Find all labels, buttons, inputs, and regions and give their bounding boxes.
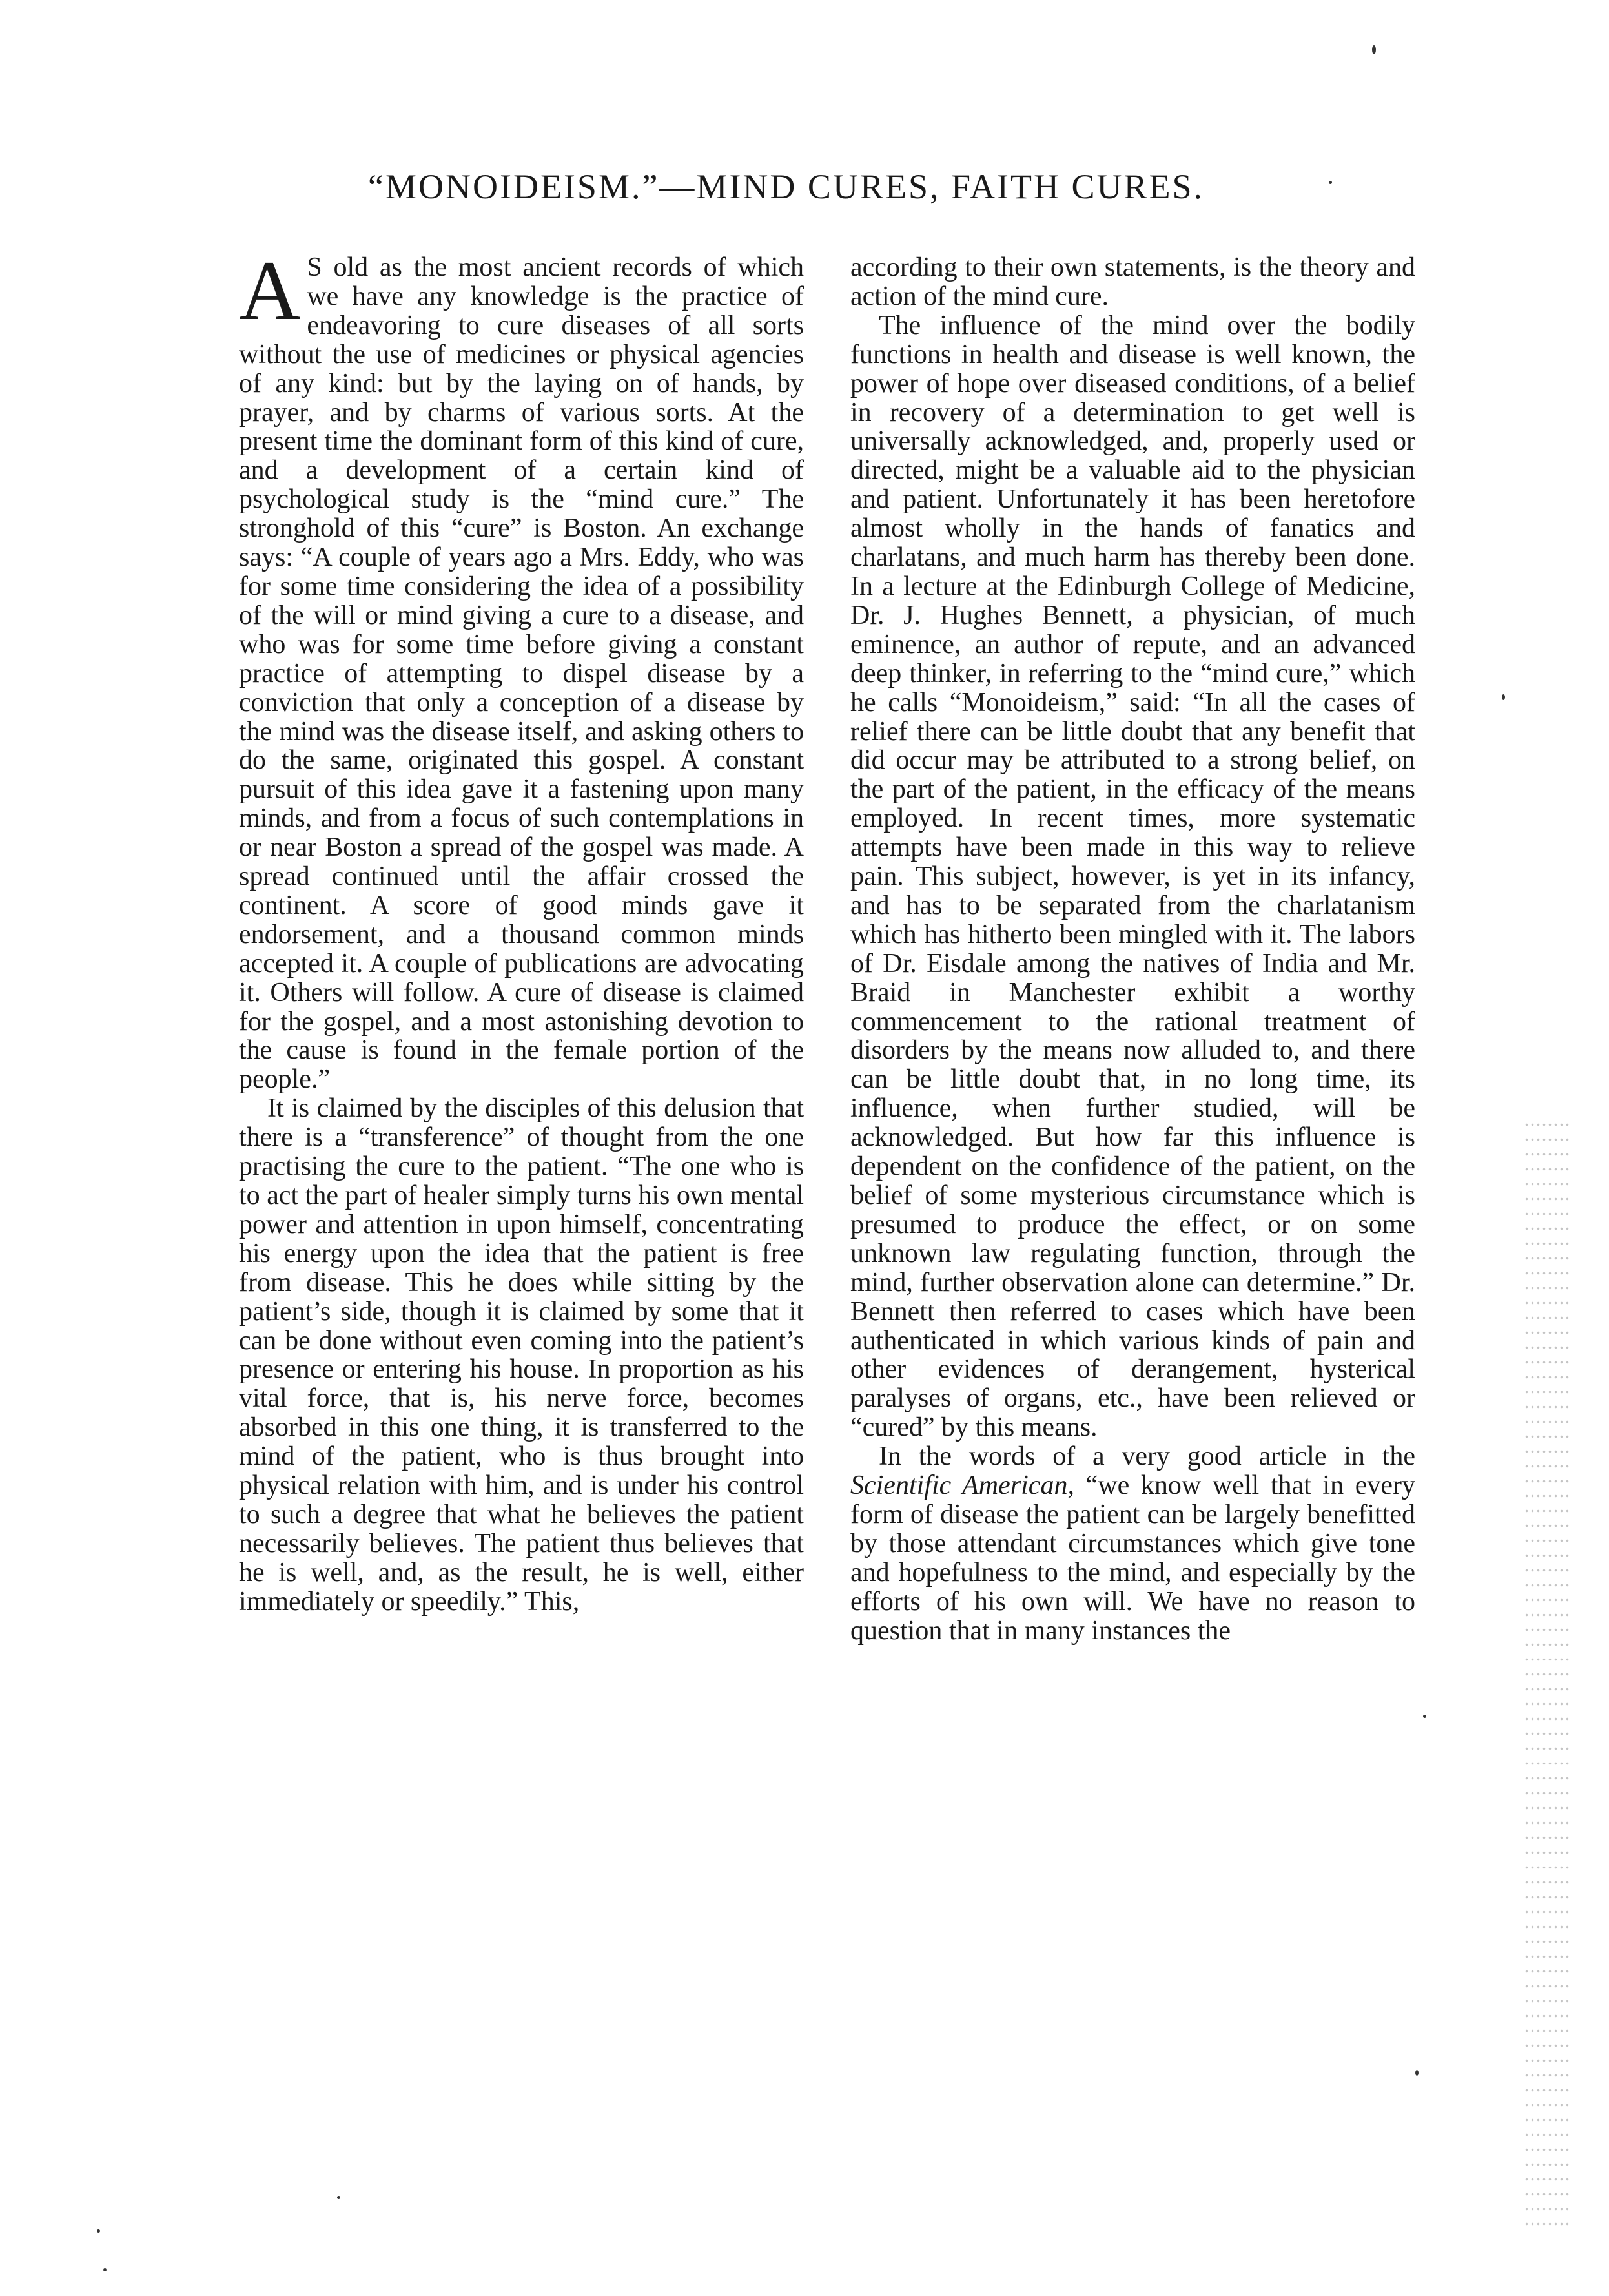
right-column <box>850 253 1415 1646</box>
scan-speck <box>1415 2070 1419 2076</box>
scan-speck <box>1423 1715 1426 1718</box>
publication-name: Scientific American, <box>850 1471 1074 1501</box>
paragraph-text: “we know well that in every form of disease the patient can be largely benefitted by those attendant circumstances which give tone and hopefulness to the mind, and especially by the efforts of his own will. We have no reason to question that in many instances the <box>850 1471 1415 1646</box>
scan-speck <box>103 2268 107 2271</box>
scan-speck <box>1372 45 1376 54</box>
drop-cap: A <box>239 243 301 338</box>
left-column <box>239 243 804 1617</box>
scan-speck <box>337 2196 340 2199</box>
article-title: “MONOIDEISM.”—MIND CURES, FAITH CURES. <box>368 167 1205 206</box>
scan-speck <box>97 2229 100 2233</box>
paragraph: according to their own statements, is the theory and action of the mind cure. <box>850 253 1415 311</box>
scan-speck <box>1329 181 1332 184</box>
scan-speck <box>1502 694 1505 700</box>
paragraph <box>239 243 804 1095</box>
paragraph <box>850 1442 1415 1645</box>
paragraph: The influence of the mind over the bodily functions in health and disease is well known, the power of hope over diseased conditions, of a belief in recovery of a determination to get well is universally acknowledged, and, properly used or directed, might be a valuable aid to the physician and patient. Unfortunately it has been heretofore almost wholly in the hands of fanatics and charlatans, and much harm has thereby been done. In a lecture at the Edinburgh College of Medicine, Dr. J. Hughes Bennett, a physician, of much eminence, an author of repute, and an advanced deep thinker, in referring to the “mind cure,” which he calls “Monoideism,” said: “In all the cases of relief there can be little doubt that any benefit that did occur may be attributed to a strong belief, on the part of the patient, in the efficacy of the means employed. In recent times, more systematic attempts have been made in this way to relieve pain. This subject, however, is yet in its infancy, and has to be separated from the charlatanism which has hitherto been mingled with it. The labors of Dr. Eisdale among the natives of India and Mr. Braid in Manchester exhibit a worthy commencement to the rational treatment of disorders by the means now alluded to, and there can be little doubt that, in no long time, its influence, when further studied, will be acknowledged. But how far this influence is dependent on the confidence of the patient, on the belief of some mysterious circumstance which is presumed to produce the effect, or on some unknown law regulating function, through the mind, further observation alone can determine.” Dr. Bennett then referred to cases which have been authenticated in which various kinds of pain and other evidences of derangement, hysterical paralyses of organs, etc., have been relieved or “cured” by this means. <box>850 310 1415 1443</box>
paragraph-text: In the words of a very good article in the <box>879 1442 1415 1472</box>
paragraph: It is claimed by the disciples of this delusion that there is a “transference” of thought from the one practising the cure to the patient. “The one who is to act the part of healer simply turns his own mental power and attention in upon himself, concentrating his energy upon the idea that the patient is free from disease. This he does while sitting by the patient’s side, though it is claimed by some that it can be done without even coming into the patient’s presence or entering his house. In proportion as his vital force, that is, his nerve force, becomes absorbed in this one thing, it is transferred to the mind of the patient, who is thus brought into physical relation with him, and is under his control to such a degree that what he believes the patient necessarily believes. The patient thus believes that he is well, and, as the result, he is well, either immediately or speedily.” This, <box>239 1093 804 1617</box>
paragraph-text: S old as the most ancient records of which we have any knowledge is the practice of endeavoring to cure diseases of all sorts without the use of medicines or physical agencies of any kind: but by the laying on of hands, by prayer, and by charms of various sorts. At the present time the dominant form of this kind of cure, and a development of a certain kind of psychological study is the “mind cure.” The stronghold of this “cure” is Boston. An exchange says: “A couple of years ago a Mrs. Eddy, who was for some time considering the idea of a possibility of the will or mind giving a cure to a disease, and who was for some time before giving a constant practice of attempting to dispel disease by a conviction that only a conception of a disease by the mind was the disease itself, and asking others to do the same, originated this gospel. A constant pursuit of this idea gave it a fastening upon many minds, and from a focus of such contemplations in or near Boston a spread of the gospel was made. A spread continued until the affair crossed the continent. A score of good minds gave it endorsement, and a thousand common minds accepted it. A couple of publications are advocating it. Others will follow. A cure of disease is claimed for the gospel, and a most astonishing devotion to the cause is found in the female portion of the people.” <box>239 253 804 1095</box>
page-edge-noise <box>1524 1117 1569 2228</box>
